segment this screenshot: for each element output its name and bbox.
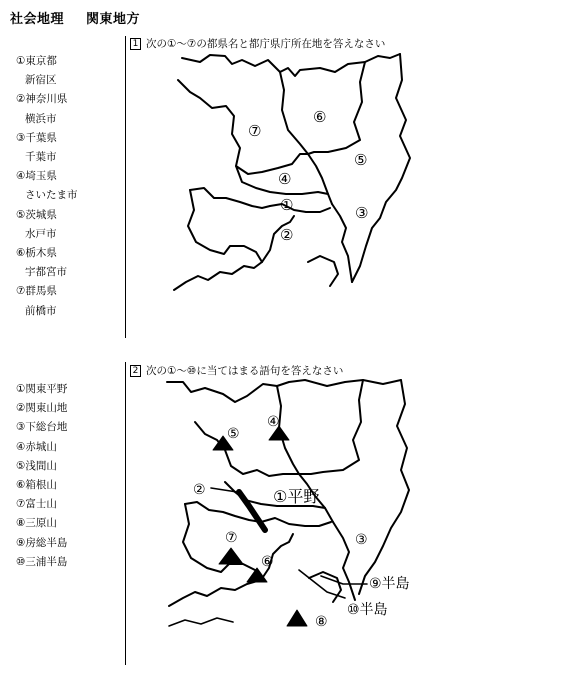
map-label-5: ⑤ <box>354 151 368 169</box>
answer-item: ①東京都 <box>16 55 57 67</box>
answer-capital: 横浜市 <box>25 112 57 125</box>
answer-item: ⑨房総半島 <box>16 536 68 549</box>
map-label-miura: ⑩半島 <box>347 602 388 618</box>
topic-label: 関東地方 <box>86 12 141 27</box>
section2-question <box>130 363 343 378</box>
map-label-mihara: ⑧ <box>315 614 328 630</box>
answer-capital: 千葉市 <box>25 151 57 164</box>
map-label-fuji: ⑦ <box>225 530 238 546</box>
map-label-hakone: ⑥ <box>261 554 274 570</box>
answer-item: ②関東山地 <box>16 402 68 415</box>
answer-item: ⑩三浦半島 <box>16 555 68 568</box>
physical-map-labels <box>165 378 425 643</box>
divider-line <box>125 36 126 338</box>
question-text: 次の①～⑩に当てはまる語句を答えなさい <box>146 365 344 377</box>
map-label-plateau: ③ <box>355 532 368 548</box>
map-label-asama: ⑤ <box>227 426 240 442</box>
question-number-box: 1 <box>130 38 141 50</box>
section2-answer-list <box>16 380 67 572</box>
answer-item: ④埼玉県 <box>16 170 57 183</box>
answer-item: ③千葉県 <box>16 131 57 144</box>
map-label-plain: ①平野 <box>273 487 320 506</box>
map-label-3: ③ <box>355 204 369 222</box>
answer-capital: 宇都宮市 <box>25 266 67 279</box>
answer-capital: さいたま市 <box>25 189 78 202</box>
subject-label: 社会地理 <box>10 12 65 27</box>
answer-item: ④赤城山 <box>16 440 57 453</box>
answer-item: ①関東平野 <box>16 383 68 395</box>
answer-item: ②神奈川県 <box>16 93 68 106</box>
map-number-labels <box>170 50 420 310</box>
page-title <box>10 8 162 27</box>
map-label-4: ④ <box>278 170 292 188</box>
answer-capital: 前橋市 <box>25 304 57 317</box>
answer-item: ⑥箱根山 <box>16 479 57 492</box>
answer-item: ⑧三原山 <box>16 517 57 530</box>
map-label-6: ⑥ <box>313 108 327 126</box>
map-label-2: ② <box>280 226 294 244</box>
answer-item: ⑤浅間山 <box>16 459 57 472</box>
question-number-box: 2 <box>130 365 141 377</box>
answer-item: ③下総台地 <box>16 421 68 434</box>
answer-item: ⑦富士山 <box>16 498 57 511</box>
answer-item: ⑤茨城県 <box>16 208 57 221</box>
answer-capital: 水戸市 <box>25 227 57 240</box>
question-text: 次の①～⑦の都県名と都庁県庁所在地を答えなさい <box>146 38 386 50</box>
map-label-akagi: ④ <box>267 414 280 430</box>
map-label-mountains: ② <box>193 482 206 498</box>
answer-item: ⑦群馬県 <box>16 285 57 298</box>
section1-question <box>130 36 385 51</box>
divider-line <box>125 362 126 665</box>
map-label-7: ⑦ <box>248 122 262 140</box>
answer-item: ⑥栃木県 <box>16 247 57 260</box>
section1-answer-list <box>16 52 78 321</box>
map-label-boso: ⑨半島 <box>369 576 410 592</box>
map-label-1: ① <box>280 196 294 214</box>
answer-capital: 新宿区 <box>25 74 57 87</box>
